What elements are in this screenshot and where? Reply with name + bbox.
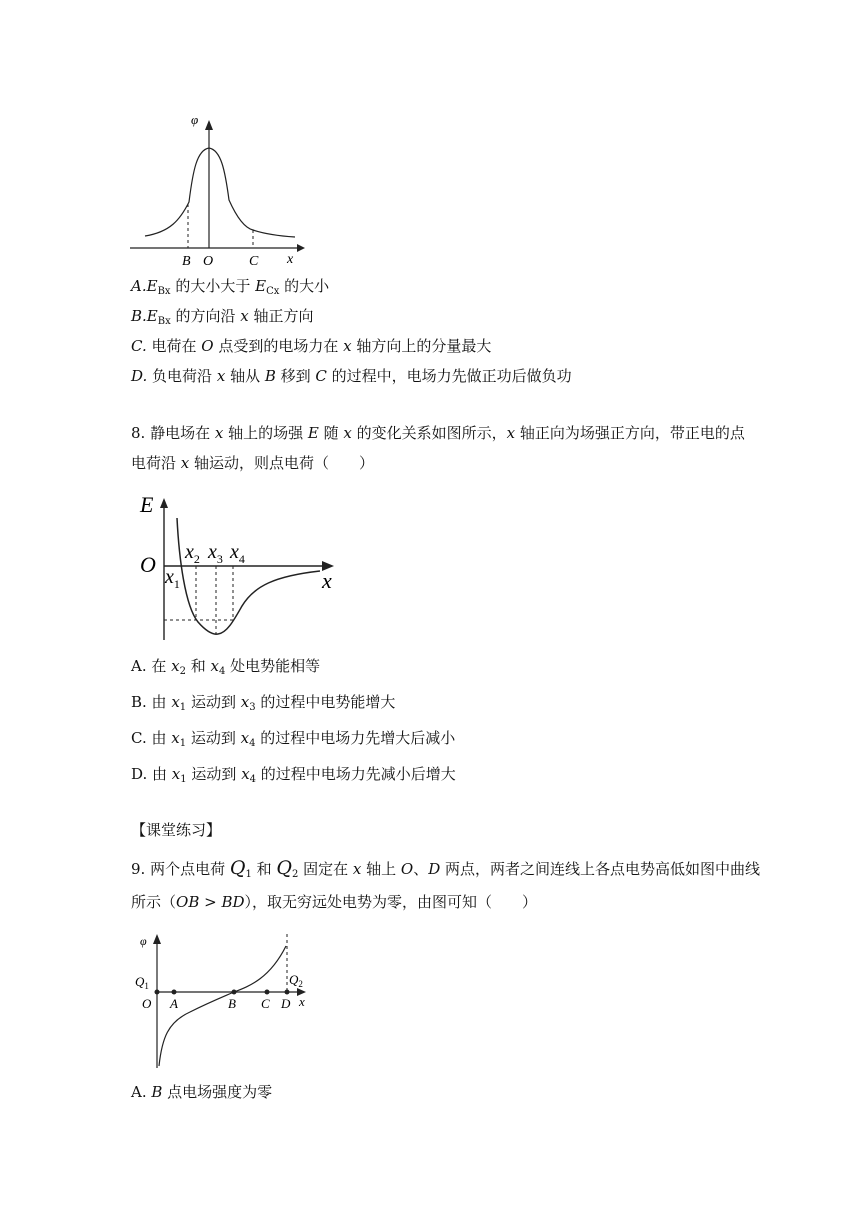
q8-option-b: B. 由 $x_1$ 运动到 $x_3$ 的过程中电势能增大 [131,693,396,713]
q9-stem-line2: 所示（OB > BD），取无穷远处电势为零，由图可知（ ） [131,893,538,911]
q9-option-a: A. B 点电场强度为零 [131,1083,273,1101]
point-o [155,990,160,995]
potential-figure [130,928,320,1073]
phi-bell-figure [125,110,305,270]
fig3-d-label: D [281,996,291,1011]
q7-option-a: $A.E_{Bx}$ 的大小大于 $E_{Cx}$ 的大小 [131,277,330,297]
fig3-b-label: B [228,996,236,1011]
fig3-o-label: O [142,996,152,1011]
fig3-q1-label: $Q_1$ [135,974,149,991]
point-a [172,990,177,995]
e-label-e: E [140,492,154,517]
e-field-figure [130,488,350,648]
q8-stem-line1: 8. 静电场在 x 轴上的场强 E 随 x 的变化关系如图所示，x 轴正向为场强正方向，带正电的点 [131,424,745,442]
fig1-label-b: B [182,254,191,269]
fig1-label-o: O [203,254,214,269]
e-curve [177,518,320,634]
fig1-label-x: x [287,252,294,267]
q9-stem-line1: 9. 两个点电荷 $Q_1$ 和 $Q_2$ 固定在 x 轴上 O、D 两点，两者之间连线上各点电势高低如图中曲线 [131,857,761,880]
fig3-phi-label: φ [140,934,147,948]
e-label-x2: $x_2$ [185,541,200,566]
fig3-a-label: A [170,996,178,1011]
e-label-x: x [322,568,332,593]
point-d [285,990,290,995]
q7-option-d: D. 负电荷沿 x 轴从 B 移到 C 的过程中，电场力先做正功后做负功 [131,367,572,385]
q8-stem-line2: 电荷沿 x 轴运动，则点电荷（ ） [131,454,375,472]
y-axis-arrow [205,120,213,130]
q8-option-a: A. 在 $x_2$ 和 $x_4$ 处电势能相等 [131,657,321,677]
q8-option-d: D. 由 $x_1$ 运动到 $x_4$ 的过程中电场力先减小后增大 [131,765,456,785]
e-y-axis-arrow [160,498,168,508]
e-label-x4: $x_4$ [230,541,245,566]
q7-option-c: C. 电荷在 O 点受到的电场力在 x 轴方向上的分量最大 [131,337,492,355]
e-label-o: O [140,552,156,577]
point-c [265,990,270,995]
phi-curve [145,148,295,237]
section-heading: 【课堂练习】 [131,821,222,839]
q8-option-c: C. 由 $x_1$ 运动到 $x_4$ 的过程中电场力先增大后减小 [131,729,456,749]
e-label-x1: $x_1$ [165,566,180,591]
x-axis-arrow [297,244,305,252]
q7-option-b: $B.E_{Bx}$ 的方向沿 x 轴正方向 [131,307,314,327]
e-label-x3: $x_3$ [208,541,223,566]
fig3-x-label: x [299,994,305,1009]
fig1-y-label: φ [191,112,199,127]
fig3-c-label: C [261,996,270,1011]
fig1-label-c: C [249,254,259,269]
point-b [232,990,237,995]
fig3-q2-label: $Q_2$ [289,972,303,989]
phi-y-axis-arrow [153,934,161,944]
